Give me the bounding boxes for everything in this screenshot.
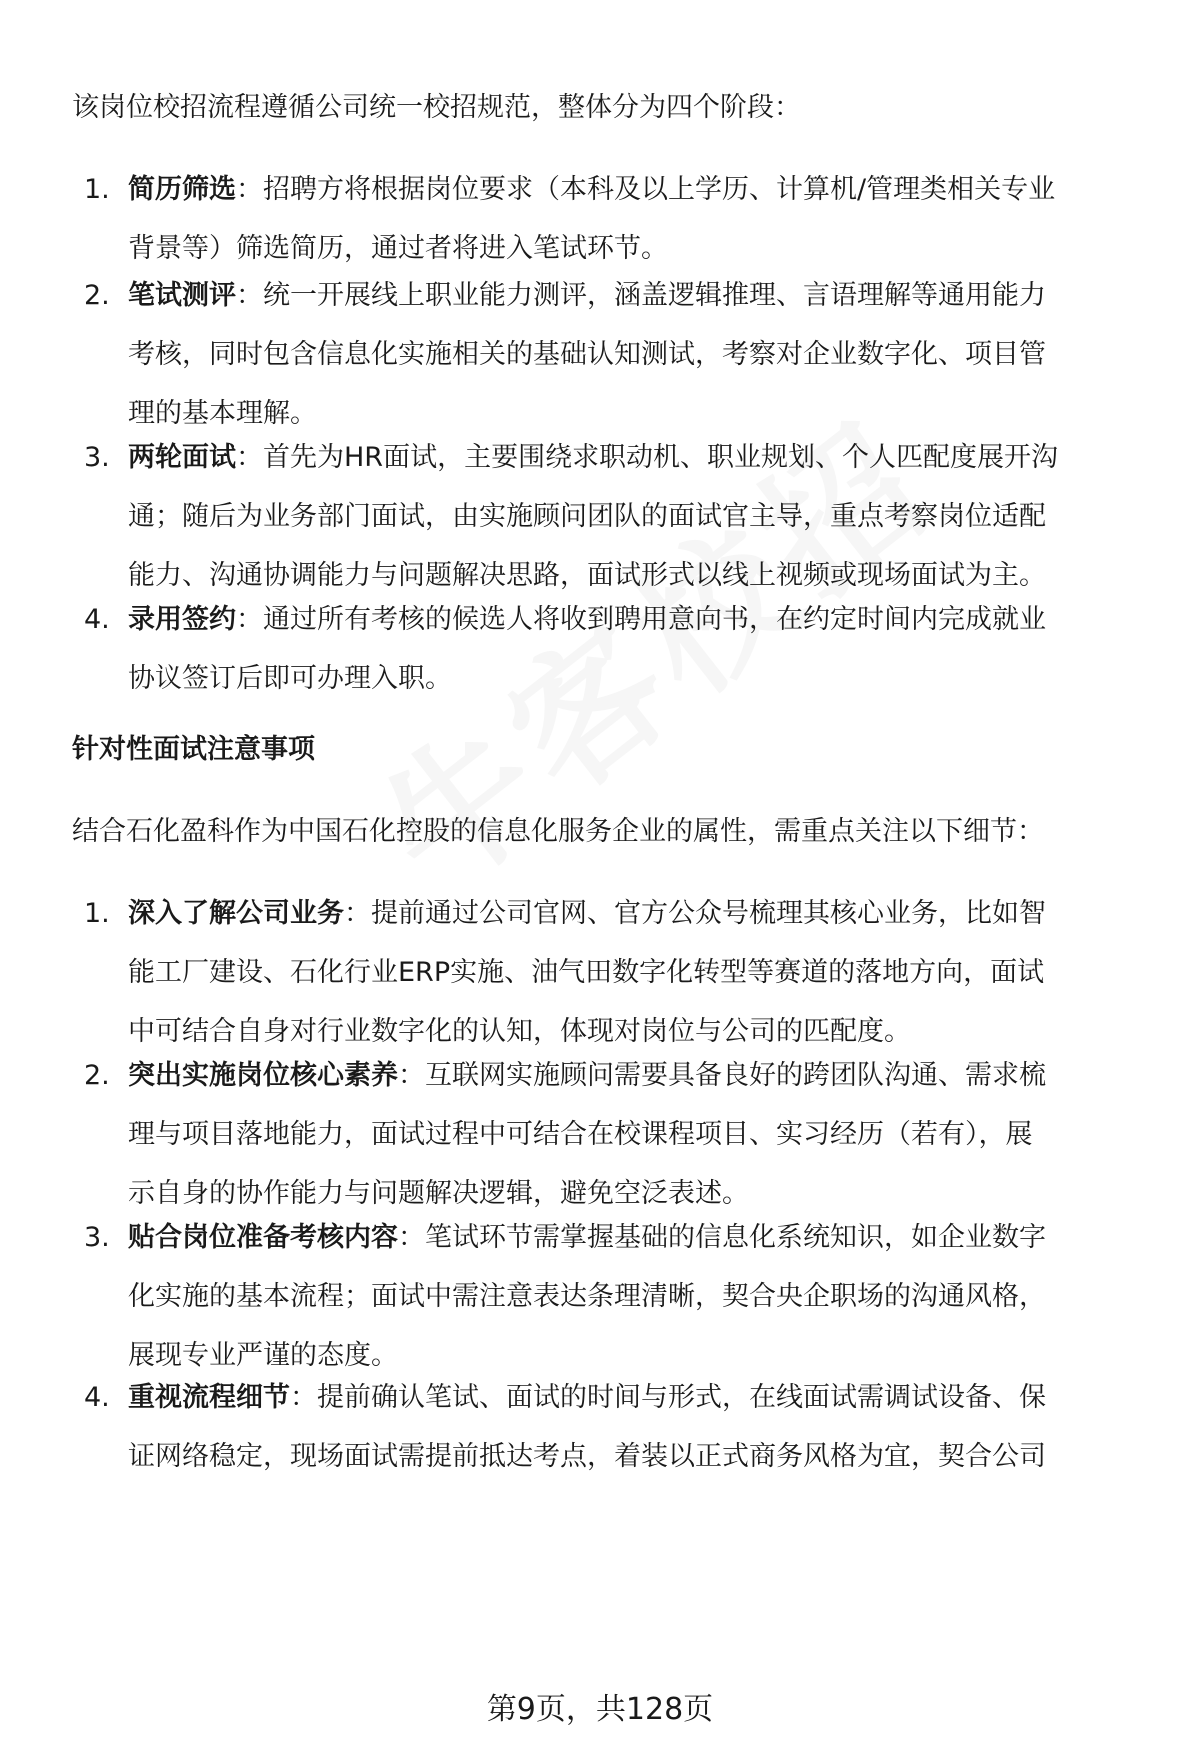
- list-number: 4.: [84, 604, 110, 635]
- section-intro: 结合石化盈科作为中国石化控股的信息化服务企业的属性，需重点关注以下细节：: [72, 816, 1044, 847]
- list-line: 理的基本理解。: [128, 398, 317, 429]
- list-line: 证网络稳定，现场面试需提前抵达考点，着装以正式商务风格为宜，契合公司: [128, 1441, 1046, 1472]
- list-line: 中可结合自身对行业数字化的认知，体现对岗位与公司的匹配度。: [128, 1016, 911, 1047]
- list-line: 笔试测评：统一开展线上职业能力测评，涵盖逻辑推理、言语理解等通用能力: [128, 280, 1046, 311]
- list-item-title: 贴合岗位准备考核内容: [128, 1222, 398, 1253]
- list-item-title: 突出实施岗位核心素养: [128, 1060, 398, 1091]
- list-line: 通；随后为业务部门面试，由实施顾问团队的面试官主导，重点考察岗位适配: [128, 501, 1046, 532]
- list-line: 深入了解公司业务：提前通过公司官网、官方公众号梳理其核心业务，比如智: [128, 898, 1046, 929]
- list-item-title: 两轮面试: [128, 442, 236, 473]
- list-line: 重视流程细节：提前确认笔试、面试的时间与形式，在线面试需调试设备、保: [128, 1382, 1046, 1413]
- list-line: 化实施的基本流程；面试中需注意表达条理清晰，契合央企职场的沟通风格，: [128, 1281, 1046, 1312]
- list-line: 协议签订后即可办理入职。: [128, 663, 452, 694]
- list-line: 考核，同时包含信息化实施相关的基础认知测试，考察对企业数字化、项目管: [128, 339, 1046, 370]
- list-number: 2.: [84, 1060, 110, 1091]
- list-number: 3.: [84, 442, 110, 473]
- list-item-title: 录用签约: [128, 604, 236, 635]
- list-item-title: 深入了解公司业务: [128, 898, 344, 929]
- list-number: 3.: [84, 1222, 110, 1253]
- list-number: 1.: [84, 898, 110, 929]
- list-number: 1.: [84, 174, 110, 205]
- list-line: 背景等）筛选简历，通过者将进入笔试环节。: [128, 233, 668, 264]
- list-line: 录用签约：通过所有考核的候选人将收到聘用意向书，在约定时间内完成就业: [128, 604, 1046, 635]
- list-line: 两轮面试：首先为HR面试，主要围绕求职动机、职业规划、个人匹配度展开沟: [128, 442, 1059, 473]
- list-line: 理与项目落地能力，面试过程中可结合在校课程项目、实习经历（若有），展: [128, 1119, 1033, 1150]
- list-line: 贴合岗位准备考核内容：笔试环节需掌握基础的信息化系统知识，如企业数字: [128, 1222, 1046, 1253]
- section-heading: 针对性面试注意事项: [72, 734, 315, 765]
- list-line: 能力、沟通协调能力与问题解决思路，面试形式以线上视频或现场面试为主。: [128, 560, 1046, 591]
- list-line: 展现专业严谨的态度。: [128, 1340, 398, 1371]
- page-number-footer: 第9页，共128页: [486, 1692, 714, 1727]
- list-item-title: 重视流程细节: [128, 1382, 290, 1413]
- intro-paragraph: 该岗位校招流程遵循公司统一校招规范，整体分为四个阶段：: [72, 92, 801, 123]
- list-number: 4.: [84, 1382, 110, 1413]
- list-number: 2.: [84, 280, 110, 311]
- list-line: 突出实施岗位核心素养：互联网实施顾问需要具备良好的跨团队沟通、需求梳: [128, 1060, 1046, 1091]
- list-line: 示自身的协作能力与问题解决逻辑，避免空泛表述。: [128, 1178, 749, 1209]
- list-line: 能工厂建设、石化行业ERP实施、油气田数字化转型等赛道的落地方向，面试: [128, 957, 1045, 988]
- list-item-title: 简历筛选: [128, 174, 236, 205]
- list-line: 简历筛选：招聘方将根据岗位要求（本科及以上学历、计算机/管理类相关专业: [128, 174, 1056, 205]
- list-item-title: 笔试测评: [128, 280, 236, 311]
